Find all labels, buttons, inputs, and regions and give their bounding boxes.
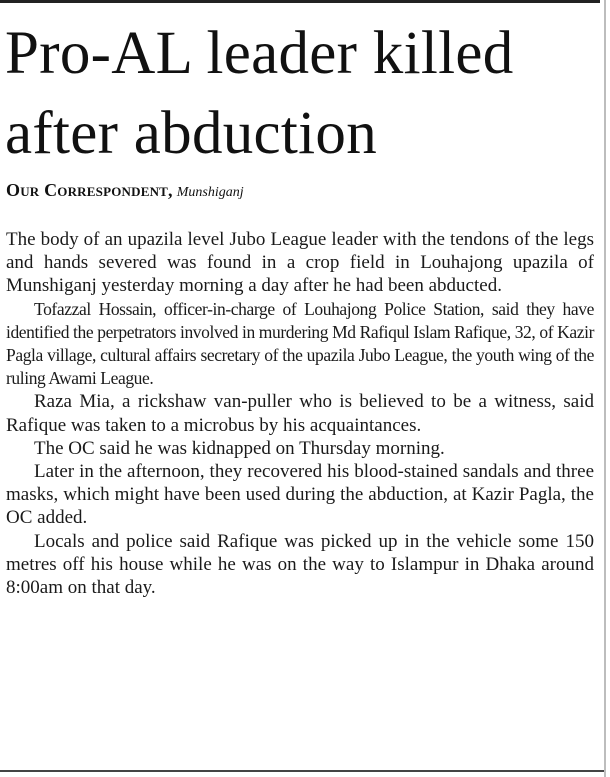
headline-line-1: Pro-AL leader killed [5, 20, 514, 87]
article-paragraph: Later in the afternoon, they recovered his blood-stained sandals and three masks, which might have been used during the abduction, at Kazir Pagla, the OC added. [6, 461, 594, 529]
article-body [6, 228, 594, 599]
bottom-rule [0, 770, 604, 772]
article-paragraph: Raza Mia, a rickshaw van-puller who is believed to be a witness, said Rafique was taken to a microbus by his acquaintances. [6, 391, 594, 436]
byline-author: Our Correspondent, [6, 180, 173, 200]
headline [5, 14, 597, 174]
byline-location: Munshiganj [176, 185, 244, 200]
byline [6, 180, 244, 203]
article-paragraph: The OC said he was kidnapped on Thursday morning. [34, 437, 445, 459]
right-rule [604, 0, 606, 777]
article-paragraph: Locals and police said Rafique was picked up in the vehicle some 150 metres off his house while he was on the way to Islampur in Dhaka around 8:00am on that day. [6, 530, 594, 599]
top-rule [0, 0, 600, 3]
article-paragraph: Tofazzal Hossain, officer-in-charge of Louhajong Police Station, said they have identified the perpetrators involved in murdering Md Rafiqul Islam Rafique, 32, of Kazir Pagla village, cultural affairs secretary of the upazila Jubo League, the youth wing of the ruling Awami League. [6, 298, 594, 389]
headline-line-2: after abduction [5, 100, 378, 167]
article-paragraph: The body of an upazila level Jubo League leader with the tendons of the legs and hands severed was found in a crop field in Louhajong upazila of Munshiganj yesterday morning a day after he had been abducted. [6, 229, 594, 297]
